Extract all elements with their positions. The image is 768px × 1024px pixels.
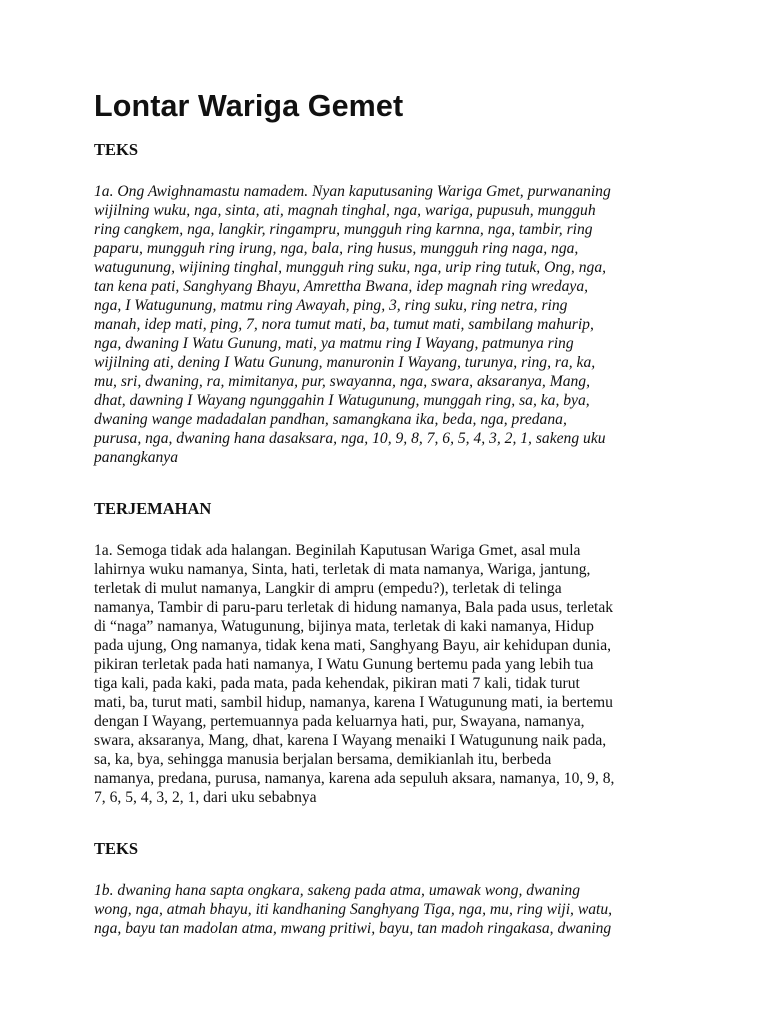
paragraph-line: wijilning wuku, nga, sinta, ati, magnah tinghal, nga, wariga, pupusuh, mungguh: [94, 202, 596, 219]
paragraph-line: dhat, dawning I Wayang ngunggahin I Watugunung, munggah ring, sa, ka, bya,: [94, 392, 590, 409]
paragraph-line: 1a. Ong Awighnamastu namadem. Nyan kaputusaning Wariga Gmet, purwananing: [94, 183, 611, 200]
paragraph-line: nga, bayu tan madolan atma, mwang pritiwi, bayu, tan madoh ringakasa, dwaning: [94, 920, 612, 937]
paragraph-line: dwaning wange madadalan pandhan, samangkana ika, beda, nga, predana,: [94, 411, 567, 428]
paragraph-line: pikiran terletak pada hati namanya, I Watu Gunung bertemu pada yang lebih tua: [94, 656, 594, 673]
paragraph-line: swara, aksaranya, Mang, dhat, karena I Wayang menaiki I Watugunung naik pada,: [94, 732, 607, 749]
paragraph-line: panangkanya: [94, 449, 179, 466]
paragraph-line: dengan I Wayang, pertemuannya pada keluarnya hati, pur, Swayana, namanya,: [94, 713, 585, 730]
paragraph-line: mati, ba, turut mati, sambil hidup, namanya, karena I Watugunung mati, ia bertemu: [94, 694, 613, 711]
paragraph-line: namanya, predana, purusa, namanya, karena ada sepuluh aksara, namanya, 10, 9, 8,: [94, 770, 615, 787]
paragraph-line: wong, nga, atmah bhayu, iti kandhaning Sanghyang Tiga, nga, mu, ring wiji, watu,: [94, 901, 613, 918]
document-page: [94, 86, 684, 970]
paragraph-line: nga, dwaning I Watu Gunung, mati, ya matmu ring I Wayang, patmunya ring: [94, 335, 574, 352]
section-heading: TEKS: [94, 140, 139, 159]
paragraph-line: manah, idep mati, ping, 7, nora tumut mati, ba, tumut mati, sambilang mahurip,: [94, 316, 594, 333]
paragraph-line: namanya, Tambir di paru-paru terletak di hidung namanya, Bala pada usus, terletak: [94, 599, 614, 616]
paragraph-line: paparu, mungguh ring irung, nga, bala, ring husus, mungguh ring naga, nga,: [94, 240, 579, 257]
paragraph-line: watugunung, wijining tinghal, mungguh ring suku, nga, urip ring tutuk, Ong, nga,: [94, 259, 607, 276]
document-body: [94, 140, 684, 938]
paragraph-line: di “naga” namanya, Watugunung, bijinya mata, terletak di kaki namanya, Hidup: [94, 618, 594, 635]
paragraph-line: terletak di mulut namanya, Langkir di ampru (empedu?), terletak di telinga: [94, 580, 562, 597]
section-paragraph: [94, 881, 684, 938]
paragraph-line: mu, sri, dwaning, ra, mimitanya, pur, swayanna, nga, swara, aksaranya, Mang,: [94, 373, 590, 390]
paragraph-line: ring cangkem, nga, langkir, ringampru, mungguh ring karnna, nga, tambir, ring: [94, 221, 593, 238]
paragraph-line: wijilning ati, dening I Watu Gunung, manuronin I Wayang, turunya, ring, ra, ka,: [94, 354, 596, 371]
document-title: Lontar Wariga Gemet: [94, 89, 404, 123]
section-paragraph: [94, 541, 684, 807]
paragraph-line: pada ujung, Ong namanya, tidak kena mati, Sanghyang Bayu, air kehidupan dunia,: [94, 637, 612, 654]
paragraph-line: 1b. dwaning hana sapta ongkara, sakeng pada atma, umawak wong, dwaning: [94, 882, 581, 899]
paragraph-line: purusa, nga, dwaning hana dasaksara, nga, 10, 9, 8, 7, 6, 5, 4, 3, 2, 1, sakeng uku: [94, 430, 606, 447]
section-heading: TERJEMAHAN: [94, 499, 212, 518]
paragraph-line: 7, 6, 5, 4, 3, 2, 1, dari uku sebabnya: [94, 789, 317, 806]
paragraph-line: sa, ka, bya, sehingga manusia berjalan bersama, demikianlah itu, berbeda: [94, 751, 552, 768]
section-heading: TEKS: [94, 839, 139, 858]
paragraph-line: 1a. Semoga tidak ada halangan. Beginilah Kaputusan Wariga Gmet, asal mula: [94, 542, 581, 559]
paragraph-line: tan kena pati, Sanghyang Bhayu, Amrettha Bwana, idep magnah ring wredaya,: [94, 278, 589, 295]
paragraph-line: tiga kali, pada kaki, pada mata, pada kehendak, pikiran mati 7 kali, tidak turut: [94, 675, 580, 692]
section-paragraph: [94, 182, 684, 467]
paragraph-line: lahirnya wuku namanya, Sinta, hati, terletak di mata namanya, Wariga, jantung,: [94, 561, 591, 578]
paragraph-line: nga, I Watugunung, matmu ring Awayah, ping, 3, ring suku, ring netra, ring: [94, 297, 568, 314]
